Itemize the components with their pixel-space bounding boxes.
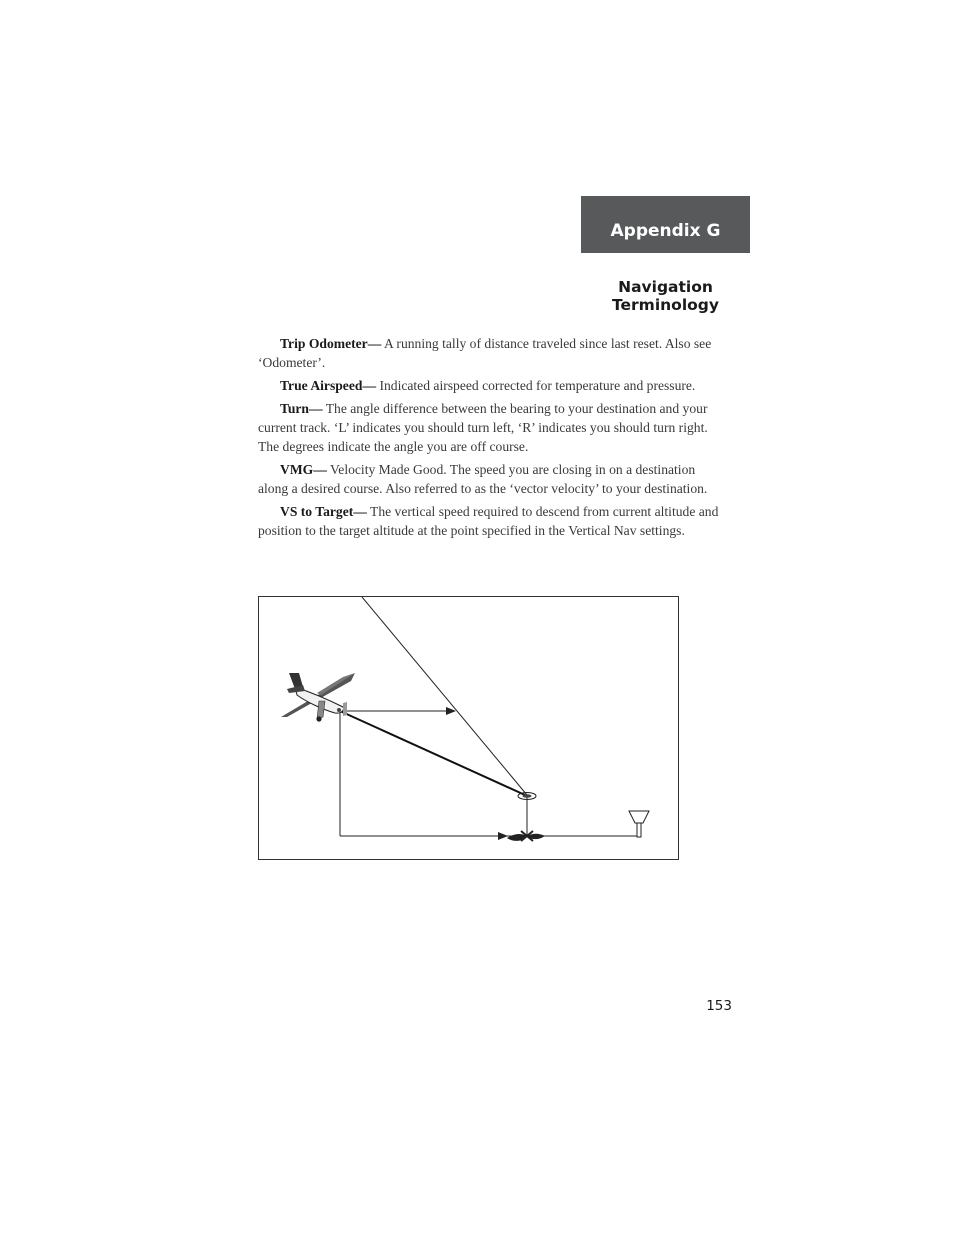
entry-turn — [258, 400, 728, 456]
terminology-list — [258, 335, 728, 545]
term-label: True Airspeed— — [280, 377, 377, 393]
entry-vmg — [258, 461, 728, 499]
section-title-line2: Terminology — [612, 296, 719, 314]
section-title-line1: Navigation — [618, 278, 713, 296]
descent-angle-line — [362, 597, 527, 795]
term-label: Turn— — [280, 401, 323, 417]
term-label: Trip Odometer— — [280, 336, 382, 351]
term-label: VMG— — [280, 461, 327, 477]
airplane-icon — [281, 673, 355, 722]
entry-true-airspeed — [258, 377, 728, 396]
path-to-target-line — [340, 711, 525, 795]
waypoint-flag-icon — [629, 811, 649, 837]
section-title — [581, 278, 750, 314]
term-definition: A running tally of distance traveled since last reset. Also see ‘Odometer’. — [258, 336, 712, 370]
term-definition: The vertical speed required to descend from current altitude and position to the target altitude at the point specified in the Vertical Nav settings. — [258, 503, 719, 538]
vertical-nav-diagram-svg — [259, 597, 678, 859]
term-label: VS to Target— — [280, 503, 367, 519]
term-definition: Velocity Made Good. The speed you are closing in on a destination along a desired course. Also referred to as the ‘vector velocity’ to your destination. — [258, 461, 708, 496]
entry-trip-odometer — [258, 335, 728, 373]
appendix-tab-label: Appendix G — [610, 221, 721, 241]
ground-position-icon — [507, 831, 545, 841]
vertical-nav-diagram — [258, 596, 679, 860]
term-definition: Indicated airspeed corrected for temperature and pressure. — [376, 377, 696, 393]
term-definition: The angle difference between the bearing to your destination and your current track. ‘L’ indicates you should turn left, ‘R’ indicates you should turn right. The degrees indicate the angle you are off course. — [258, 401, 708, 454]
page-number: 153 — [706, 998, 732, 1014]
appendix-tab — [581, 196, 750, 253]
entry-vs-to-target — [258, 503, 728, 541]
